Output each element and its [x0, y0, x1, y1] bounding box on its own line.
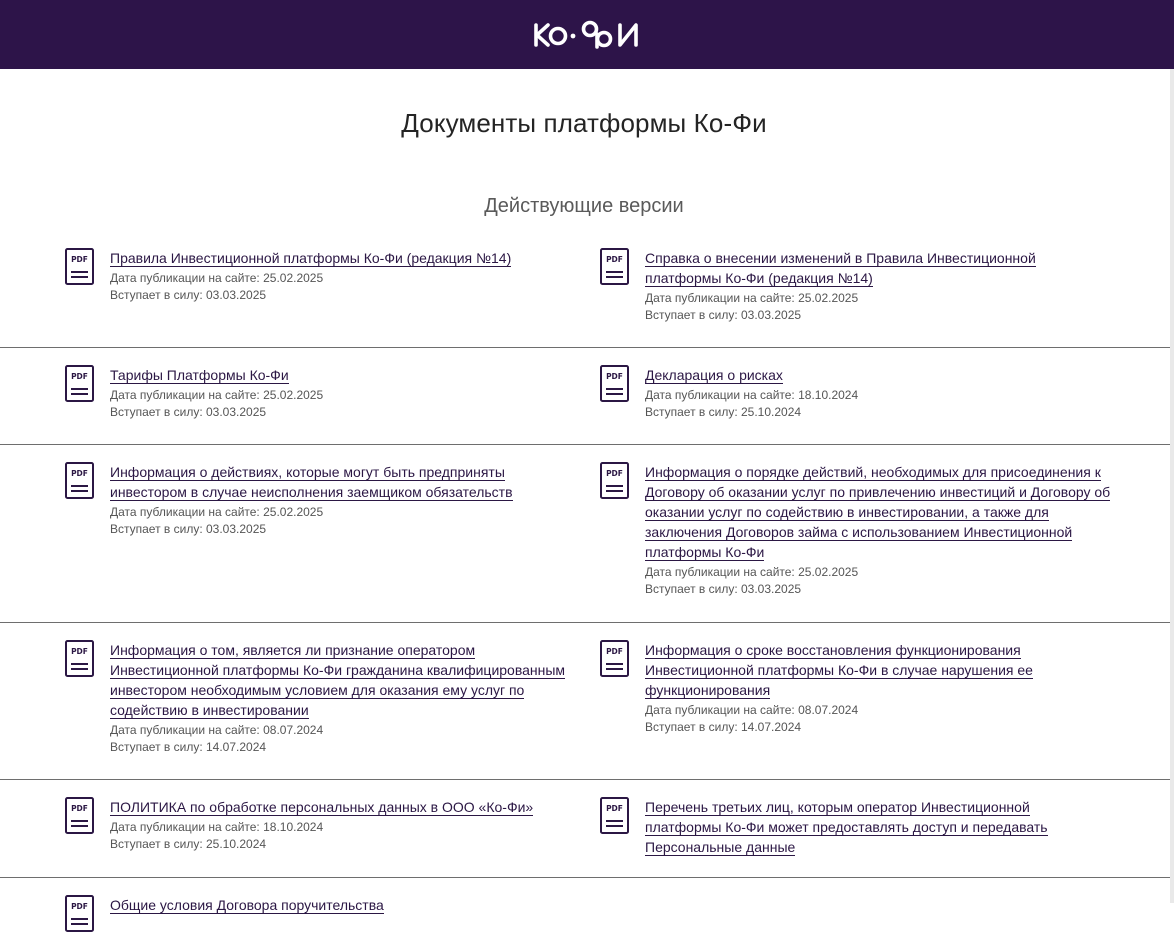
publication-date: Дата публикации на сайте: 25.02.2025	[110, 388, 324, 402]
section-title: Действующие версии	[484, 195, 684, 217]
effective-date: Вступает в силу: 03.03.2025	[110, 522, 267, 536]
pdf-badge: PDF	[71, 255, 88, 264]
document-link[interactable]: Перечень третьих лиц, которым оператор Инвестиционной платформы Ко-Фи может предоставлять доступ и передавать Персональные данные	[645, 799, 1048, 855]
publication-date: Дата публикации на сайте: 18.10.2024	[645, 388, 859, 402]
pdf-file-icon[interactable]	[600, 640, 629, 677]
effective-date: Вступает в силу: 14.07.2024	[645, 720, 802, 734]
site-header	[0, 0, 1174, 69]
publication-date: Дата публикации на сайте: 08.07.2024	[645, 703, 859, 717]
document-link[interactable]: Общие условия Договора поручительства	[110, 897, 384, 913]
pdf-badge: PDF	[606, 469, 623, 478]
pdf-badge: PDF	[606, 647, 623, 656]
pdf-badge: PDF	[606, 372, 623, 381]
pdf-badge: PDF	[71, 372, 88, 381]
publication-date: Дата публикации на сайте: 25.02.2025	[645, 565, 859, 579]
pdf-file-icon[interactable]	[600, 462, 629, 499]
publication-date: Дата публикации на сайте: 25.02.2025	[110, 271, 324, 285]
publication-date: Дата публикации на сайте: 18.10.2024	[110, 820, 324, 834]
publication-date: Дата публикации на сайте: 25.02.2025	[110, 505, 324, 519]
pdf-file-icon[interactable]	[65, 462, 94, 499]
scrollbar[interactable]	[1170, 69, 1174, 903]
pdf-file-icon[interactable]	[65, 248, 94, 285]
pdf-file-icon[interactable]	[65, 640, 94, 677]
document-link[interactable]: Информация о том, является ли признание оператором Инвестиционной платформы Ко-Фи гражданина квалифицированным инвестором необходимым условием для оказания ему услуг по содействию в инвестировании	[110, 642, 566, 718]
document-link[interactable]: Информация о сроке восстановления функционирования Инвестиционной платформы Ко-Фи в случае нарушения ее функционирования	[645, 642, 1033, 698]
divider	[0, 622, 1170, 623]
divider	[0, 347, 1170, 348]
document-link[interactable]: Декларация о рисках	[645, 367, 783, 383]
document-link[interactable]: Информация о порядке действий, необходимых для присоединения к Договору об оказании услуг по привлечению инвестиций и Договору об оказании услуг по содействию в инвестировании, а также для заключения Договоров займа с использованием Инвестиционной платформы Ко-Фи	[645, 464, 1111, 560]
pdf-badge: PDF	[71, 804, 88, 813]
effective-date: Вступает в силу: 03.03.2025	[645, 582, 802, 596]
pdf-file-icon[interactable]	[65, 365, 94, 402]
effective-date: Вступает в силу: 03.03.2025	[110, 405, 267, 419]
divider	[0, 779, 1170, 780]
document-link[interactable]: ПОЛИТИКА по обработке персональных данных в ООО «Ко-Фи»	[110, 799, 534, 815]
pdf-file-icon[interactable]	[600, 365, 629, 402]
document-link[interactable]: Информация о действиях, которые могут быть предприняты инвестором в случае неисполнения заемщиком обязательств	[110, 464, 513, 500]
divider	[0, 444, 1170, 445]
effective-date: Вступает в силу: 14.07.2024	[110, 740, 267, 754]
divider	[0, 877, 1170, 878]
effective-date: Вступает в силу: 03.03.2025	[110, 288, 267, 302]
pdf-file-icon[interactable]	[65, 797, 94, 834]
effective-date: Вступает в силу: 03.03.2025	[645, 308, 802, 322]
publication-date: Дата публикации на сайте: 25.02.2025	[645, 291, 859, 305]
pdf-badge: PDF	[71, 469, 88, 478]
page-title: Документы платформы Ко-Фи	[401, 108, 767, 138]
pdf-file-icon[interactable]	[65, 895, 94, 932]
pdf-badge: PDF	[71, 902, 88, 911]
publication-date: Дата публикации на сайте: 08.07.2024	[110, 723, 324, 737]
document-link[interactable]: Справка о внесении изменений в Правила Инвестиционной платформы Ко-Фи (редакция №14)	[645, 250, 1036, 286]
document-link[interactable]: Правила Инвестиционной платформы Ко-Фи (редакция №14)	[110, 250, 512, 266]
pdf-badge: PDF	[71, 647, 88, 656]
pdf-badge: PDF	[606, 804, 623, 813]
document-link[interactable]: Тарифы Платформы Ко-Фи	[110, 367, 289, 383]
pdf-file-icon[interactable]	[600, 248, 629, 285]
effective-date: Вступает в силу: 25.10.2024	[645, 405, 802, 419]
pdf-file-icon[interactable]	[600, 797, 629, 834]
kofi-logo[interactable]	[532, 17, 652, 53]
effective-date: Вступает в силу: 25.10.2024	[110, 837, 267, 851]
pdf-badge: PDF	[606, 255, 623, 264]
